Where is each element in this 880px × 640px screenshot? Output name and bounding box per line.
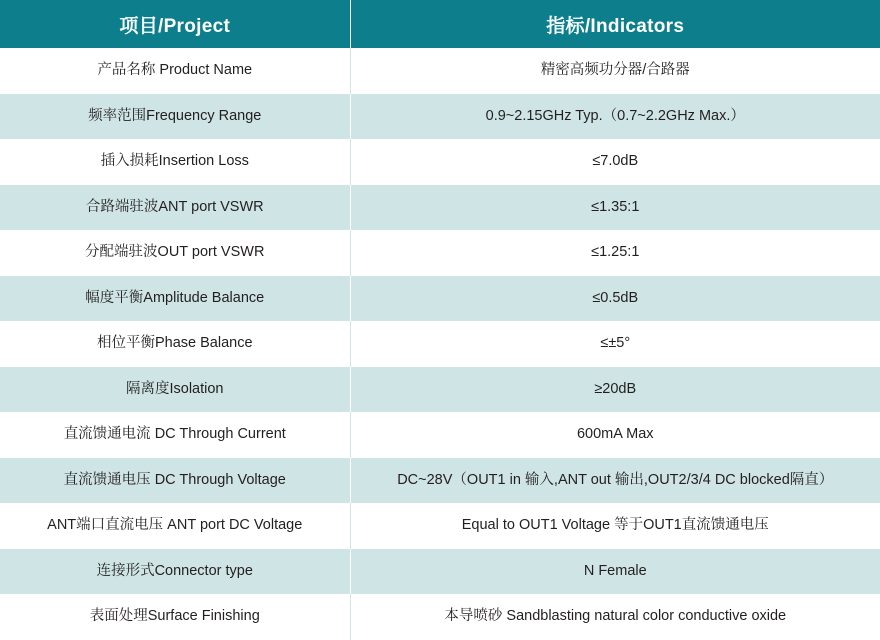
table-row <box>0 48 880 94</box>
table-row <box>0 503 880 549</box>
cell-project: 插入损耗Insertion Loss <box>0 139 350 185</box>
cell-indicator: ≤1.35:1 <box>350 185 880 231</box>
cell-indicator: 本导喷砂 Sandblasting natural color conductive oxide <box>350 594 880 640</box>
table-row <box>0 185 880 231</box>
cell-project: 幅度平衡Amplitude Balance <box>0 276 350 322</box>
table-row <box>0 412 880 458</box>
cell-indicator: ≤1.25:1 <box>350 230 880 276</box>
cell-indicator: 600mA Max <box>350 412 880 458</box>
cell-project: 隔离度Isolation <box>0 367 350 413</box>
column-header-project: 项目/Project <box>0 0 350 48</box>
table-row <box>0 94 880 140</box>
table-row <box>0 230 880 276</box>
table-row <box>0 458 880 504</box>
cell-indicator: ≤±5° <box>350 321 880 367</box>
cell-project: 分配端驻波OUT port VSWR <box>0 230 350 276</box>
cell-project: 连接形式Connector type <box>0 549 350 595</box>
cell-indicator: 0.9~2.15GHz Typ.（0.7~2.2GHz Max.） <box>350 94 880 140</box>
cell-indicator: Equal to OUT1 Voltage 等于OUT1直流馈通电压 <box>350 503 880 549</box>
cell-project: 产品名称 Product Name <box>0 48 350 94</box>
cell-project: 表面处理Surface Finishing <box>0 594 350 640</box>
cell-indicator: ≤0.5dB <box>350 276 880 322</box>
cell-indicator: DC~28V（OUT1 in 输入,ANT out 输出,OUT2/3/4 DC blocked隔直） <box>350 458 880 504</box>
table-row <box>0 367 880 413</box>
table-row <box>0 549 880 595</box>
table-header-row <box>0 0 880 48</box>
cell-indicator: ≥20dB <box>350 367 880 413</box>
cell-indicator: N Female <box>350 549 880 595</box>
table-body <box>0 48 880 640</box>
table-row <box>0 321 880 367</box>
cell-project: 相位平衡Phase Balance <box>0 321 350 367</box>
cell-indicator: ≤7.0dB <box>350 139 880 185</box>
table-row <box>0 139 880 185</box>
cell-project: 合路端驻波ANT port VSWR <box>0 185 350 231</box>
table-row <box>0 276 880 322</box>
cell-project: ANT端口直流电压 ANT port DC Voltage <box>0 503 350 549</box>
column-header-indicators: 指标/Indicators <box>350 0 880 48</box>
cell-project: 直流馈通电压 DC Through Voltage <box>0 458 350 504</box>
cell-project: 频率范围Frequency Range <box>0 94 350 140</box>
cell-project: 直流馈通电流 DC Through Current <box>0 412 350 458</box>
cell-indicator: 精密高频功分器/合路器 <box>350 48 880 94</box>
table-header <box>0 0 880 48</box>
